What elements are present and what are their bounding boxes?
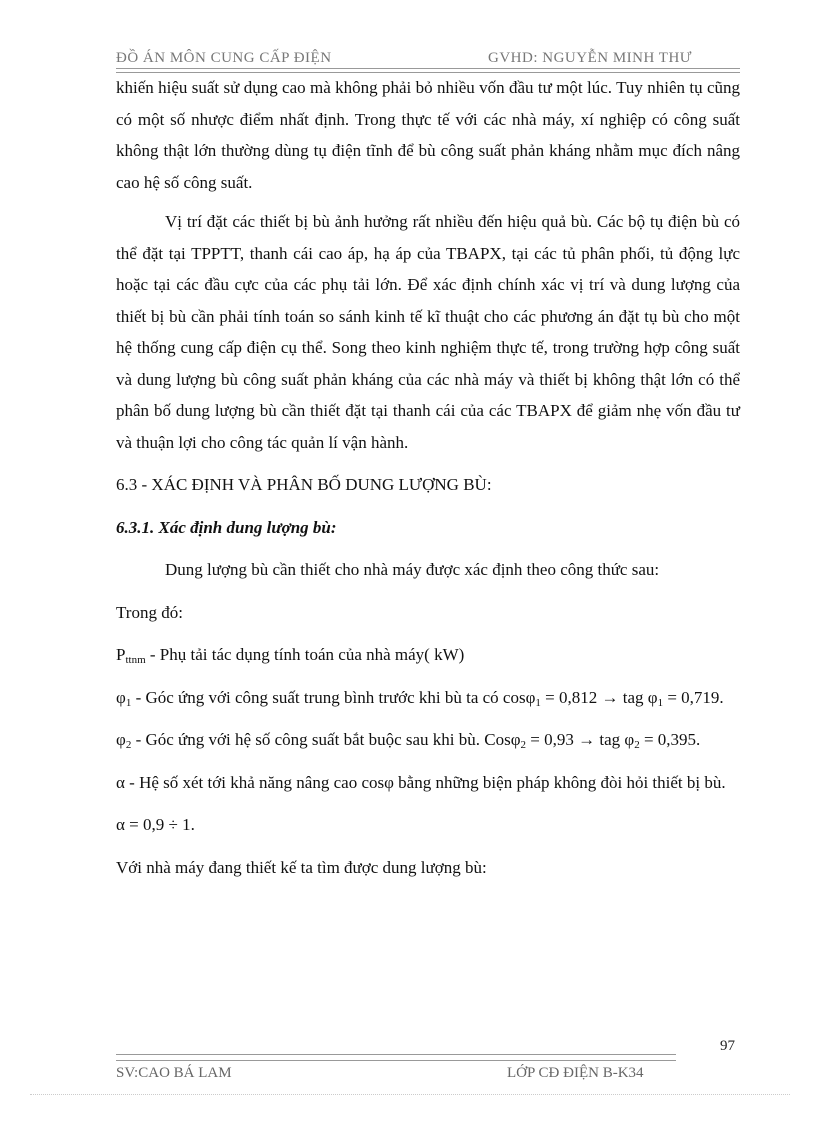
header-course-title: ĐỒ ÁN MÔN CUNG CẤP ĐIỆN xyxy=(116,50,332,66)
subsection-heading: 6.3.1. Xác định dung lượng bù: xyxy=(116,517,337,537)
page-number: 97 xyxy=(720,1038,735,1054)
definition-phi1: $\varphi_1$ - Góc ứng với công suất trung bình trước khi bù ta có cosφ$_1$ = 0,812 → tag $\varphi_1 = 0,719$. xyxy=(116,687,724,709)
footer-class: LỚP CĐ ĐIỆN B-K34 xyxy=(507,1065,644,1081)
definition-phi2: $\varphi_2$ - Góc ứng với hệ số công suất bắt buộc sau khi bù. Cosφ$_2$ = 0,93 → tag $\varphi_2 = 0,395$. xyxy=(116,730,701,751)
where-label: Trong đó: xyxy=(116,602,183,622)
definition-alpha: α - Hệ số xét tới khả năng nâng cao cosφ bằng những biện pháp không đòi hỏi thiết bị bù. xyxy=(116,772,726,792)
definition-p-ttnm: $P_{ttnm}$ - Phụ tải tác dụng tính toán của nhà máy( kW) xyxy=(116,645,465,666)
alpha-range: α = 0,9 ÷ 1. xyxy=(116,815,195,834)
section-heading: 6.3 - XÁC ĐỊNH VÀ PHÂN BỐ DUNG LƯỢNG BÙ: xyxy=(116,475,492,494)
formula-intro: Dung lượng bù cần thiết cho nhà máy được xác định theo công thức sau: xyxy=(165,560,660,579)
header-instructor: GVHD: NGUYỄN MINH THƯ xyxy=(488,50,692,66)
footer-rule xyxy=(116,1054,676,1061)
footer-student: SV:CAO BÁ LAM xyxy=(116,1065,232,1081)
paragraph-placement: Vị trí đặt các thiết bị bù ảnh hưởng rất nhiều đến hiệu quả bù. Các bộ tụ điện bù có thể đặt tại TPPTT, thanh cái cao áp, hạ áp của TBAPX, tại các tủ phân phối, tủ động lực hoặc tại các đầu cực của các phụ tải lớn. Để xác định chính xác vị trí và dung lượng của thiết bị bù cần phải tính toán so sánh kinh tế kĩ thuật cho các phương án đặt tụ bù cho một hệ thống cung cấp điện cụ thể. Song theo kinh nghiệm thực tế, trong trường hợp công suất và dung lượng bù công suất phản kháng của các nhà máy và thiết bị không thật lớn có thể phân bố dung lượng bù cần thiết đặt tại thanh cái của các TBAPX để giảm nhẹ vốn đầu tư và thuận lợi cho công tác quản lí vận hành. xyxy=(116,212,740,452)
paragraph-capacitor-advantages: khiến hiệu suất sử dụng cao mà không phải bỏ nhiều vốn đầu tư một lúc. Tuy nhiên tụ cũng có một số nhược điểm nhất định. Trong thực tế với các nhà máy, xí nghiệp có công suất không thật lớn thường dùng tụ điện tĩnh để bù công suất phản kháng nhằm mục đích nâng cao hệ số công suất. xyxy=(116,78,740,192)
closing-sentence: Với nhà máy đang thiết kế ta tìm được dung lượng bù: xyxy=(116,857,487,877)
page-edge-divider xyxy=(30,1094,790,1095)
document-body xyxy=(116,72,740,883)
